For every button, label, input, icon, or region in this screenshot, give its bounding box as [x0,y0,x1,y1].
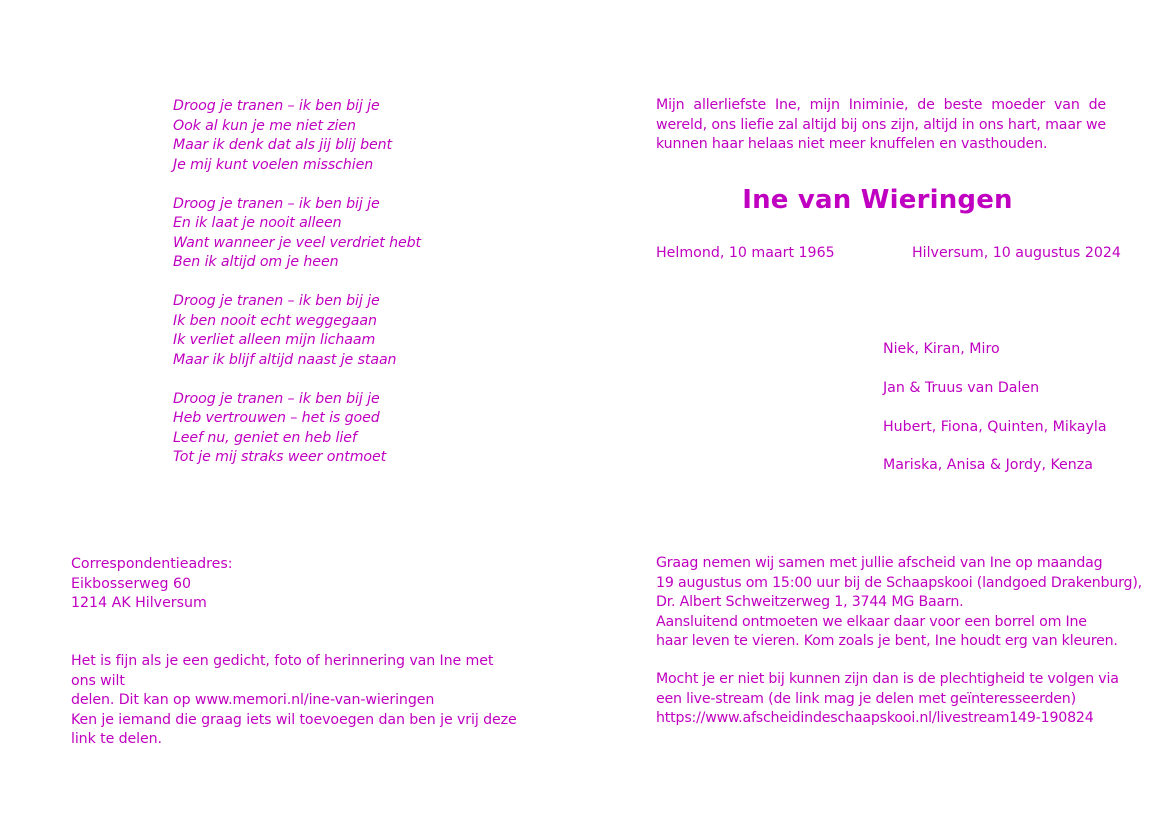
address-label: Correspondentieadres: [71,556,233,572]
poem-stanza [173,390,553,468]
poem-line: Maar ik blijf altijd naast je staan [173,351,397,368]
poem-stanza [173,195,553,273]
poem-line: Leef nu, geniet en heb lief [173,429,357,446]
correspondence-address [71,555,371,614]
poem-line: Ik ben nooit echt weggegaan [173,312,377,329]
livestream-info [656,670,1119,729]
life-dates [656,244,1121,264]
family-item: Niek, Kiran, Miro [883,341,1000,357]
family-list [883,340,1123,495]
poem-line: Heb vertrouwen – het is goed [173,410,380,426]
poem-line: Ben ik altijd om je heen [173,254,339,270]
birth-date: Helmond, 10 maart 1965 [656,245,835,261]
ceremony-info [656,554,1142,652]
poem-stanza [173,292,553,370]
poem-line: Droog je tranen – ik ben bij je [173,293,380,309]
poem [173,97,553,487]
livestream-line: een live-stream (de link mag je delen met geïnteresseerden) [656,690,1076,707]
family-item: Mariska, Anisa & Jordy, Kenza [883,457,1093,474]
memori-line: link te delen. [71,731,162,747]
poem-line: Droog je tranen – ik ben bij je [173,195,380,212]
memori-line: Het is fijn als je een gedicht, foto of herinnering van Ine met ons wilt [71,653,494,689]
ceremony-line: 19 augustus om 15:00 uur bij de Schaapskooi (landgoed Drakenburg), [656,574,1142,591]
poem-line: Droog je tranen – ik ben bij je [173,98,380,114]
poem-line: Je mij kunt voelen misschien [173,156,374,173]
livestream-link[interactable]: https://www.afscheidindeschaapskooi.nl/livestream149-190824 [656,710,1094,726]
poem-line: Ik verliet alleen mijn lichaam [173,332,376,348]
ceremony-line: Graag nemen wij samen met jullie afscheid van Ine op maandag [656,555,1103,571]
ceremony-line: haar leven te vieren. Kom zoals je bent, Ine houdt erg van kleuren. [656,633,1118,649]
poem-line: Droog je tranen – ik ben bij je [173,390,380,407]
ceremony-line: Dr. Albert Schweitzerweg 1, 3744 MG Baarn. [656,594,964,610]
memori-line: Ken je iemand die graag iets wil toevoegen dan ben je vrij deze [71,711,517,728]
poem-stanza [173,97,553,175]
address-street: Eikbosserweg 60 [71,575,192,592]
deceased-name: Ine van Wieringen [742,185,1013,215]
livestream-line: Mocht je er niet bij kunnen zijn dan is de plechtigheid te volgen via [656,671,1119,687]
family-item: Jan & Truus van Dalen [883,379,1040,396]
intro-text: Mijn allerliefste Ine, mijn Iniminie, de beste moeder van de wereld, ons liefie zal altijd bij ons zijn, altijd in ons hart, maar we kunnen haar helaas niet meer knuffelen en vasthouden. [656,97,1106,152]
ceremony-line: Aansluitend ontmoeten we elkaar daar voor een borrel om Ine [656,613,1087,630]
poem-line: Tot je mij straks weer ontmoet [173,449,387,465]
poem-line: Maar ik denk dat als jij blij bent [173,137,392,153]
poem-line: En ik laat je nooit alleen [173,215,342,231]
address-city: 1214 AK Hilversum [71,595,207,611]
memori-line: delen. Dit kan op www.memori.nl/ine-van-wieringen [71,692,435,708]
poem-line: Ook al kun je me niet zien [173,117,356,134]
death-date: Hilversum, 10 augustus 2024 [912,245,1121,261]
poem-line: Want wanneer je veel verdriet hebt [173,234,422,251]
family-item: Hubert, Fiona, Quinten, Mikayla [883,418,1107,435]
memori-note [71,652,521,750]
